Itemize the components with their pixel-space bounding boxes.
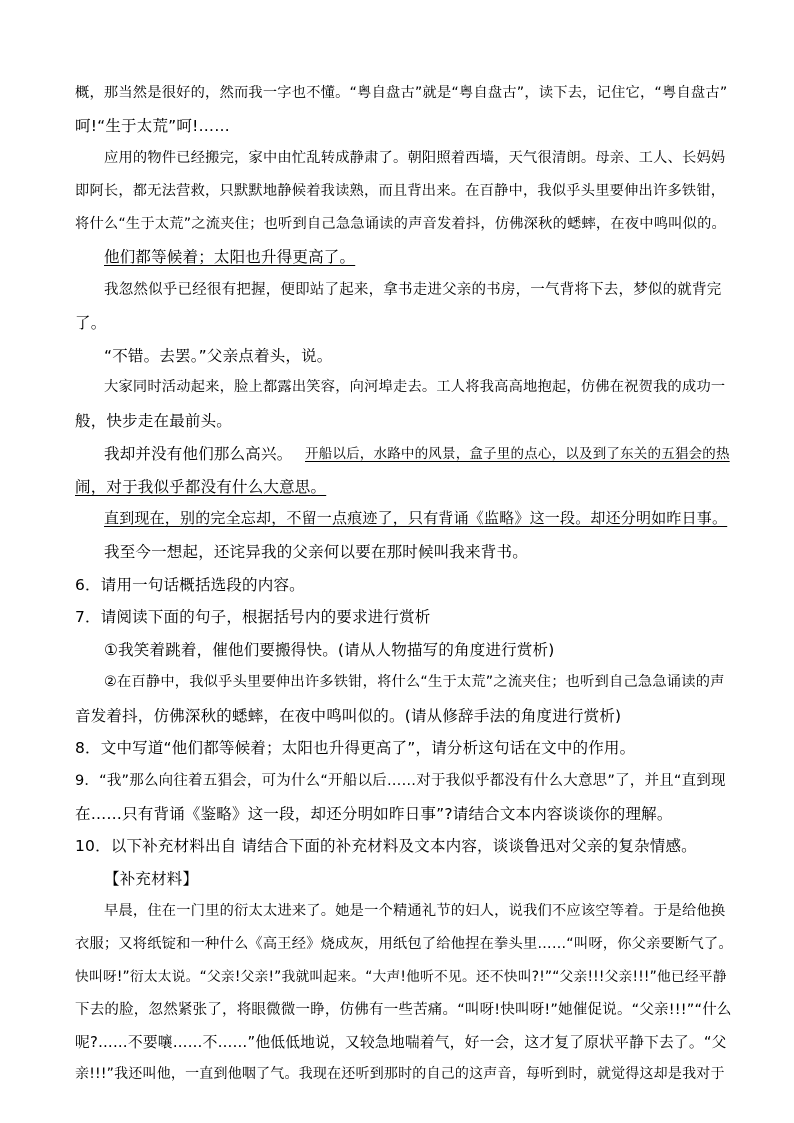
text-line: 早晨，住在一门里的衍太太进来了。她是一个精通礼节的妇人，说我们不应该空等着。于是给他换 [104,903,726,919]
question-9-cont: 在……只有背诵《鉴略》这一段，却还分明如昨日事”?请结合文本内容谈谈你的理解。 [75,805,673,823]
text-line: 呵!“生于太荒”呵!…… [75,117,230,135]
question-9: 9．“我”那么向往着五猖会，可为什么“开船以后……对于我似乎都没有什么大意思”了，并且“直到现 [75,773,726,789]
question-8: 8．文中写道“他们都等候着；太阳也升得更高了”，请分析这句话在文中的作用。 [75,739,636,757]
text-line: 衣服；又将纸锭和一种什么《高王经》烧成灰，用纸包了给他捏在拳头里……“叫呀，你父亲要断气了。 [75,936,733,952]
underlined-sentence: 直到现在，别的完全忘却，不留一点痕迹了，只有背诵《监略》这一段。却还分明如昨日事。 [104,509,728,527]
text-line: “不错。去罢。”父亲点着头，说。 [104,347,333,365]
question-7-item-2-cont: 音发着抖，仿佛深秋的蟋蟀，在夜中鸣叫似的。(请从修辞手法的角度进行赏析) [75,707,622,725]
text-line: 将什么“生于太荒”之流夹住；也听到自己急急诵读的声音发着抖，仿佛深秋的蟋蟀，在夜中鸣叫似的。 [75,216,726,232]
question-6: 6．请用一句话概括选段的内容。 [75,576,305,594]
underlined-sentence: 他们都等候着；太阳也升得更高了。 [104,248,356,266]
text-line: 亲!!!”我还叫他，一直到他咽了气。我现在还听到那时的自己的这声音，每听到时，就觉得这却是我对于 [75,1066,725,1082]
text-line: 快叫呀!”衍太太说。“父亲!父亲!”我就叫起来。“大声!他听不见。还不快叫?!”“父亲!!!父亲!!!”他已经平静 [75,969,727,985]
text-line: 了。 [75,314,107,332]
text-line: 概，那当然是很好的，然而我一字也不懂。“粤自盘古”就是“粤自盘古”，读下去，记住它，“粤自盘古” [75,85,728,101]
text-line: 我忽然似乎已经很有把握，便即站了起来，拿书走进父亲的书房，一气背将下去，梦似的就背完 [104,282,722,298]
text-line: 大家同时活动起来，脸上都露出笑容，向河埠走去。工人将我高高地抱起，仿佛在祝贺我的成功一 [104,379,726,395]
text-line: 应用的物件已经搬完，家中由忙乱转成静肃了。朝阳照着西墙，天气很清朗。母亲、工人、长妈妈 [104,150,726,166]
text-line: 般，快步走在最前头。 [75,412,233,430]
text-line: 呢?……不要嚷……不……”他低低地说，又较急地喘着气，好一会，这才复了原状平静下去了。“父 [75,1034,727,1051]
underlined-sentence: 开船以后，水路中的风景，盒子里的点心，以及到了东关的五猖会的热 [305,446,730,462]
question-10: 10．以下补充材料出自 请结合下面的补充材料及文本内容，谈谈鲁迅对父亲的复杂情感。 [75,837,697,855]
question-7-item-1: ①我笑着跳着，催他们要搬得快。(请从人物描写的角度进行赏析) [104,641,555,659]
text-line: 即阿长，都无法营救，只默默地静候着我读熟，而且背出来。在百静中，我似乎头里要伸出许多铁钳， [75,183,726,199]
supplement-heading: 【补充材料】 [104,870,199,888]
text-line: 下去的脸，忽然紧张了，将眼微微一睁，仿佛有一些苦痛。“叫呀!快叫呀!”她催促说。“父亲!!!”“什么 [75,1002,732,1018]
underlined-sentence: 闹，对于我似乎都没有什么大意思。 [75,478,327,496]
text-line: 我至今一想起，还诧异我的父亲何以要在那时候叫我来背书。 [104,543,528,561]
text-line: 我却并没有他们那么高兴。 [104,445,293,463]
question-7-item-2: ②在百静中，我似乎头里要伸出许多铁钳，将什么“生于太荒”之流夹住；也听到自己急急诵读的声 [104,674,725,690]
question-7: 7．请阅读下面的句子，根据括号内的要求进行赏析 [75,608,431,626]
